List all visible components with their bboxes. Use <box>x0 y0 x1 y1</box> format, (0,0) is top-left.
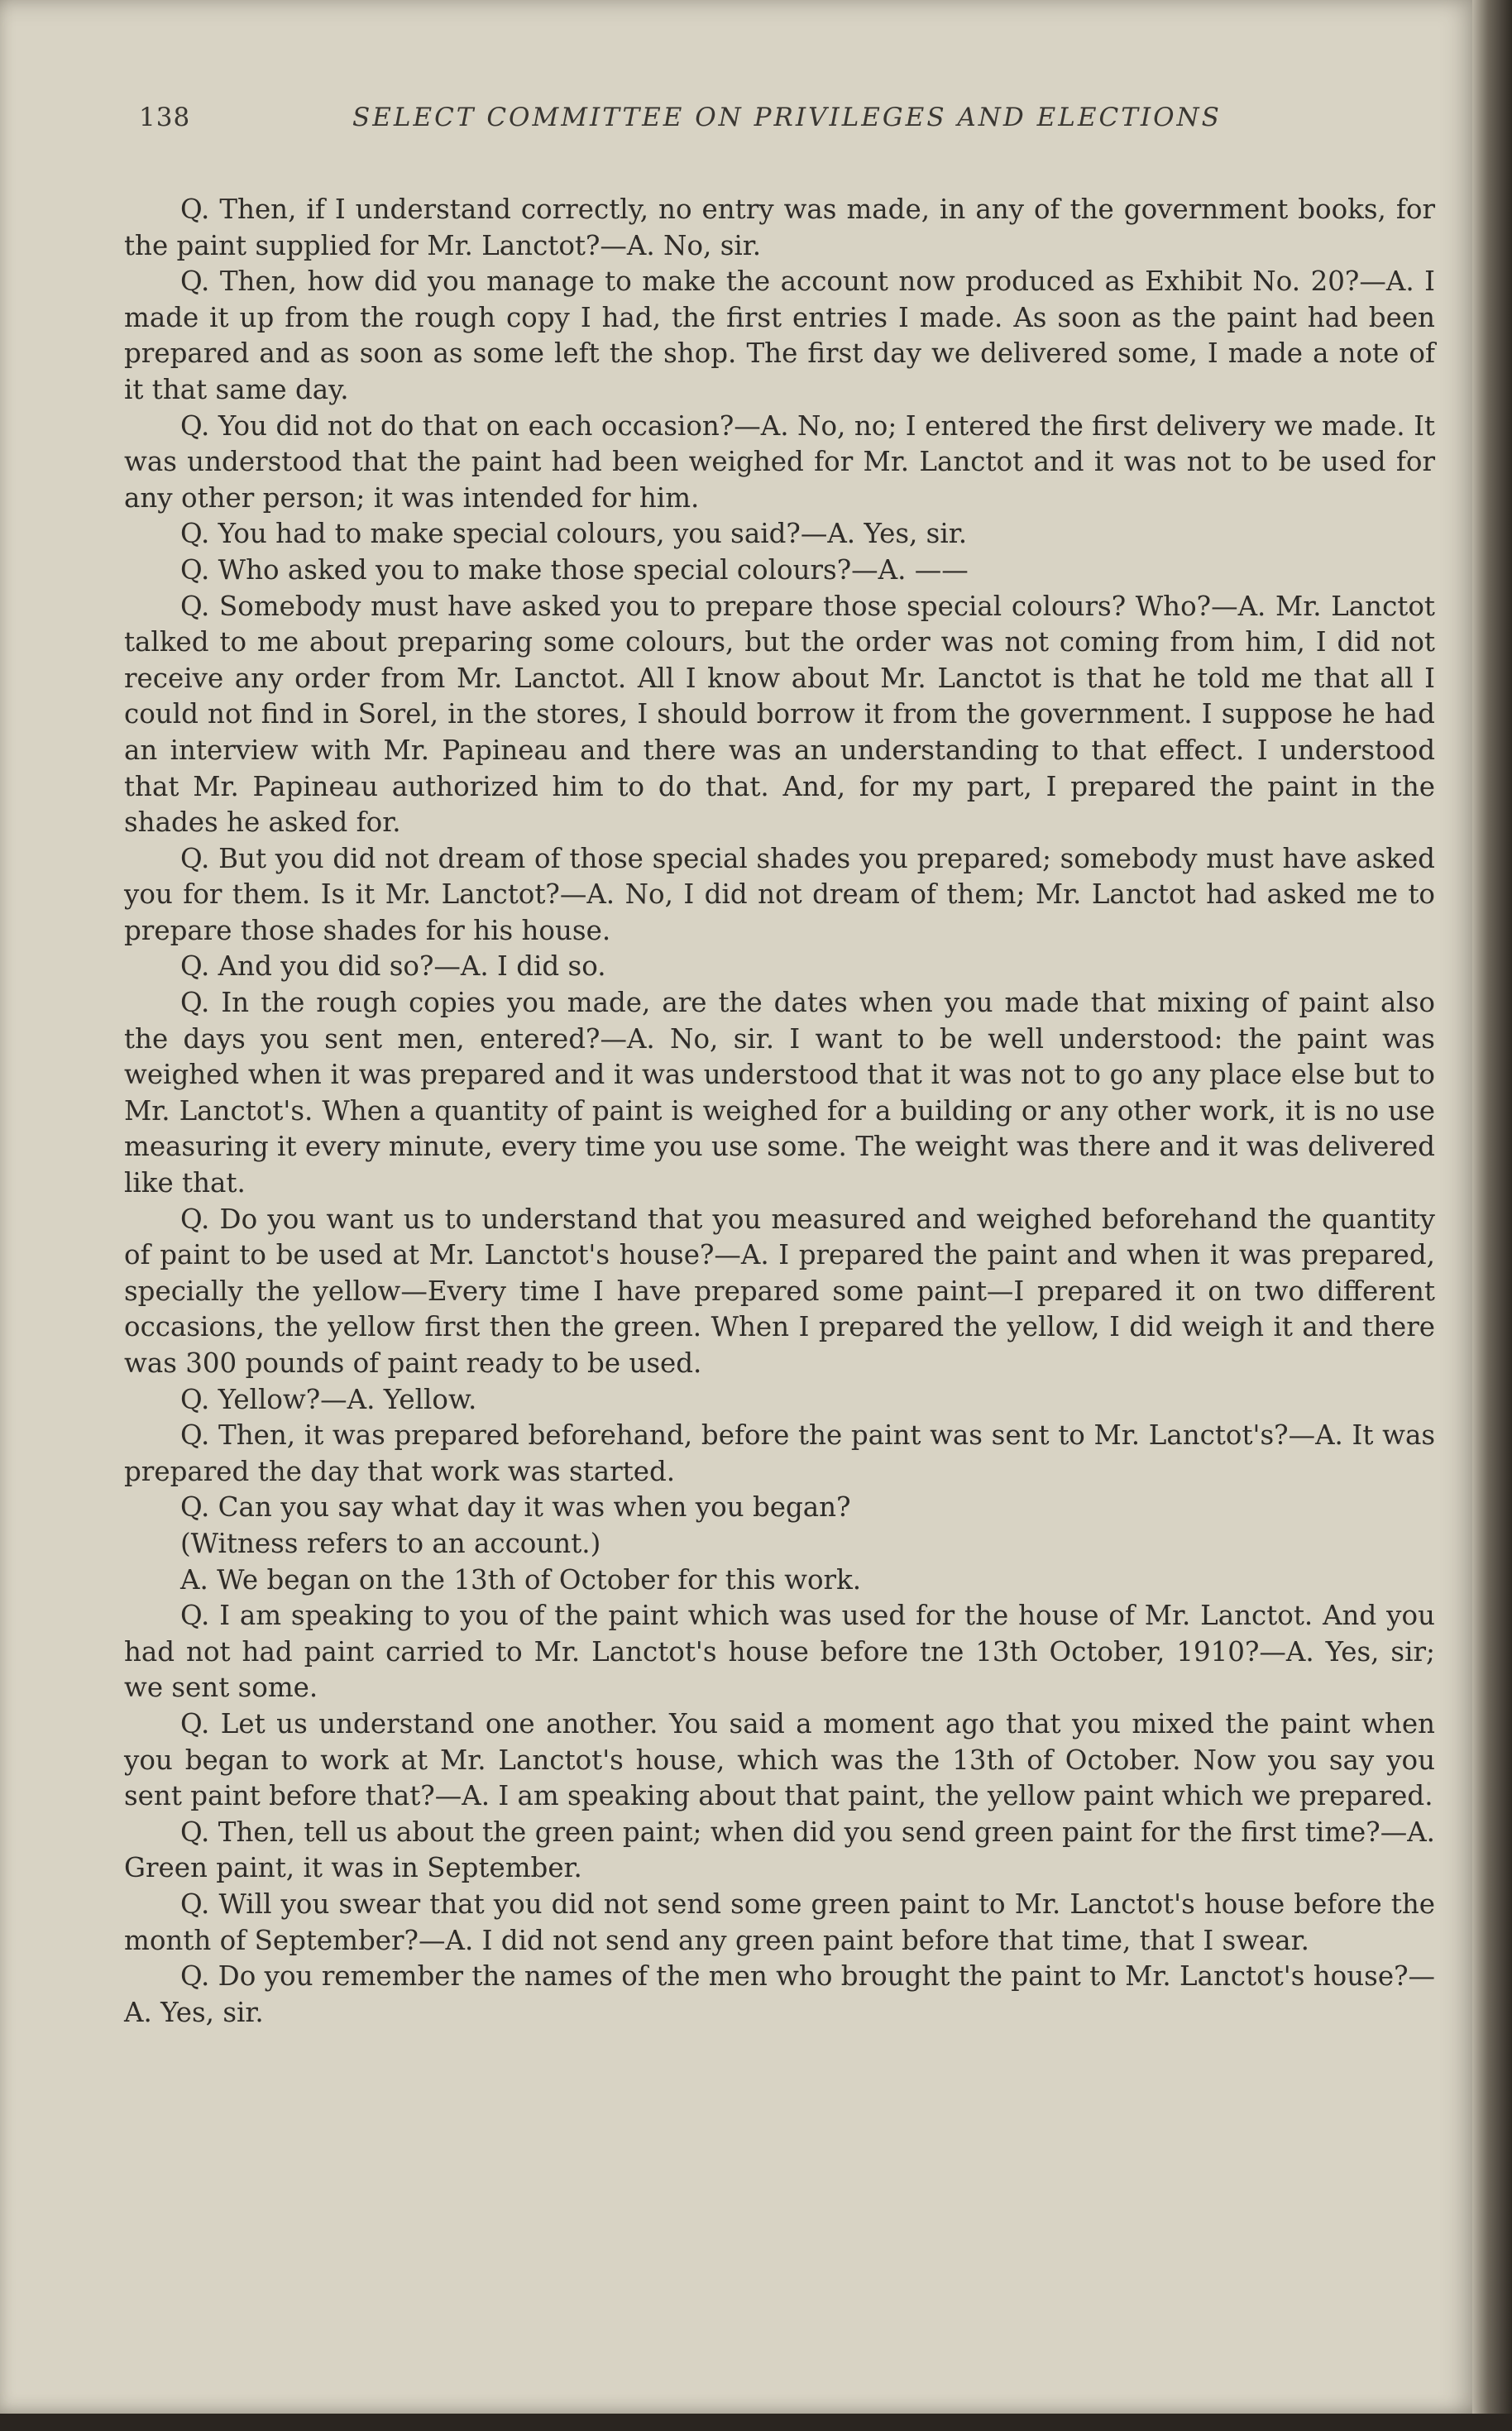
paragraph-9: Q. In the rough copies you made, are the dates when you made that mixing of paint also the days you sent men, entered?—A. No, sir. I want to be well understood: the paint was weighed when it was prepared and it was understood that it was not to go any place else but to Mr. Lanctot's. When a quantity of paint is weighed for a building or any other work, it is no use measuring it every minute, every time you use some. The weight was there and it was delivered like that. <box>124 987 1435 1199</box>
paragraph-20: Q. Do you remember the names of the men who brought the paint to Mr. Lanctot's house?—A. Yes, sir. <box>124 1960 1436 2028</box>
paragraph-6: Q. Somebody must have asked you to prepare those special colours? Who?—A. Mr. Lanctot talked to me about preparing some colours, but the order was not coming from him, I did not receive any order from Mr. Lanctot. All I know about Mr. Lanctot is that he told me that all I could not find in Sorel, in the stores, I should borrow it from the government. I suppose he had an interview with Mr. Papineau and there was an understanding to that effect. I understood that Mr. Papineau authorized him to do that. And, for my part, I prepared the paint in the shades he asked for. <box>124 590 1435 839</box>
paragraph-16: Q. I am speaking to you of the paint which was used for the house of Mr. Lanctot. And you had not had paint carried to Mr. Lanctot's house before tne 13th October, 1910?—A. Yes, sir; we sent some. <box>124 1600 1435 1704</box>
paragraph-1: Q. Then, if I understand correctly, no entry was made, in any of the government books, for the paint supplied for Mr. Lanctot?—A. No, sir. <box>124 194 1435 261</box>
paragraph-3: Q. You did not do that on each occasion?—A. No, no; I entered the first delivery we made. It was understood that the paint had been weighed for Mr. Lanctot and it was not to be used for any other person; it was intended for him. <box>124 409 1435 514</box>
paragraph-17: Q. Let us understand one another. You said a moment ago that you mixed the paint when you began to work at Mr. Lanctot's house, which was the 13th of October. Now you say you sent paint before that?—A. I am speaking about that paint, the yellow paint which we prepared. <box>124 1707 1435 1812</box>
paragraph-8: Q. And you did so?—A. I did so. <box>180 950 606 983</box>
page-header <box>139 103 1313 144</box>
paragraph-15: A. We began on the 13th of October for this work. <box>180 1563 862 1596</box>
paragraph-5: Q. Who asked you to make those special colours?—A. —— <box>180 553 969 586</box>
page-bottom-edge <box>0 2414 1512 2431</box>
page-number: 138 <box>139 103 191 132</box>
testimony-text <box>124 192 1435 2031</box>
paragraph-19: Q. Will you swear that you did not send some green paint to Mr. Lanctot's house before the month of September?—A. I did not send any green paint before that time, that I swear. <box>124 1888 1435 1956</box>
paragraph-7: Q. But you did not dream of those special shades you prepared; somebody must have asked you for them. Is it Mr. Lanctot?—A. No, I did not dream of them; Mr. Lanctot had asked me to prepare those shades for his house. <box>124 842 1435 946</box>
page-binding-edge <box>1472 0 1512 2431</box>
paragraph-10: Q. Do you want us to understand that you measured and weighed beforehand the quantity of paint to be used at Mr. Lanctot's house?—A. I prepared the paint and when it was prepared, specially the yellow—Every time I have prepared some paint—I prepared it on two different occasions, the yellow first then the green. When I prepared the yellow, I did weigh it and there was 300 pounds of paint ready to be used. <box>124 1203 1435 1379</box>
paragraph-2: Q. Then, how did you manage to make the account now produced as Exhibit No. 20?—A. I made it up from the rough copy I had, the first entries I made. As soon as the paint had been prepared and as soon as some left the shop. The first day we delivered some, I made a note of it that same day. <box>124 266 1435 405</box>
paragraph-18: Q. Then, tell us about the green paint; when did you send green paint for the first time?—A. Green paint, it was in September. <box>124 1816 1435 1884</box>
paragraph-4: Q. You had to make special colours, you said?—A. Yes, sir. <box>180 518 968 550</box>
paragraph-11: Q. Yellow?—A. Yellow. <box>180 1383 477 1415</box>
paragraph-14: (Witness refers to an account.) <box>180 1527 601 1559</box>
paragraph-13: Q. Can you say what day it was when you began? <box>180 1491 851 1524</box>
running-head: SELECT COMMITTEE ON PRIVILEGES AND ELECTIONS <box>352 103 1222 132</box>
paragraph-12: Q. Then, it was prepared beforehand, before the paint was sent to Mr. Lanctot's?—A. It was prepared the day that work was started. <box>124 1419 1435 1487</box>
